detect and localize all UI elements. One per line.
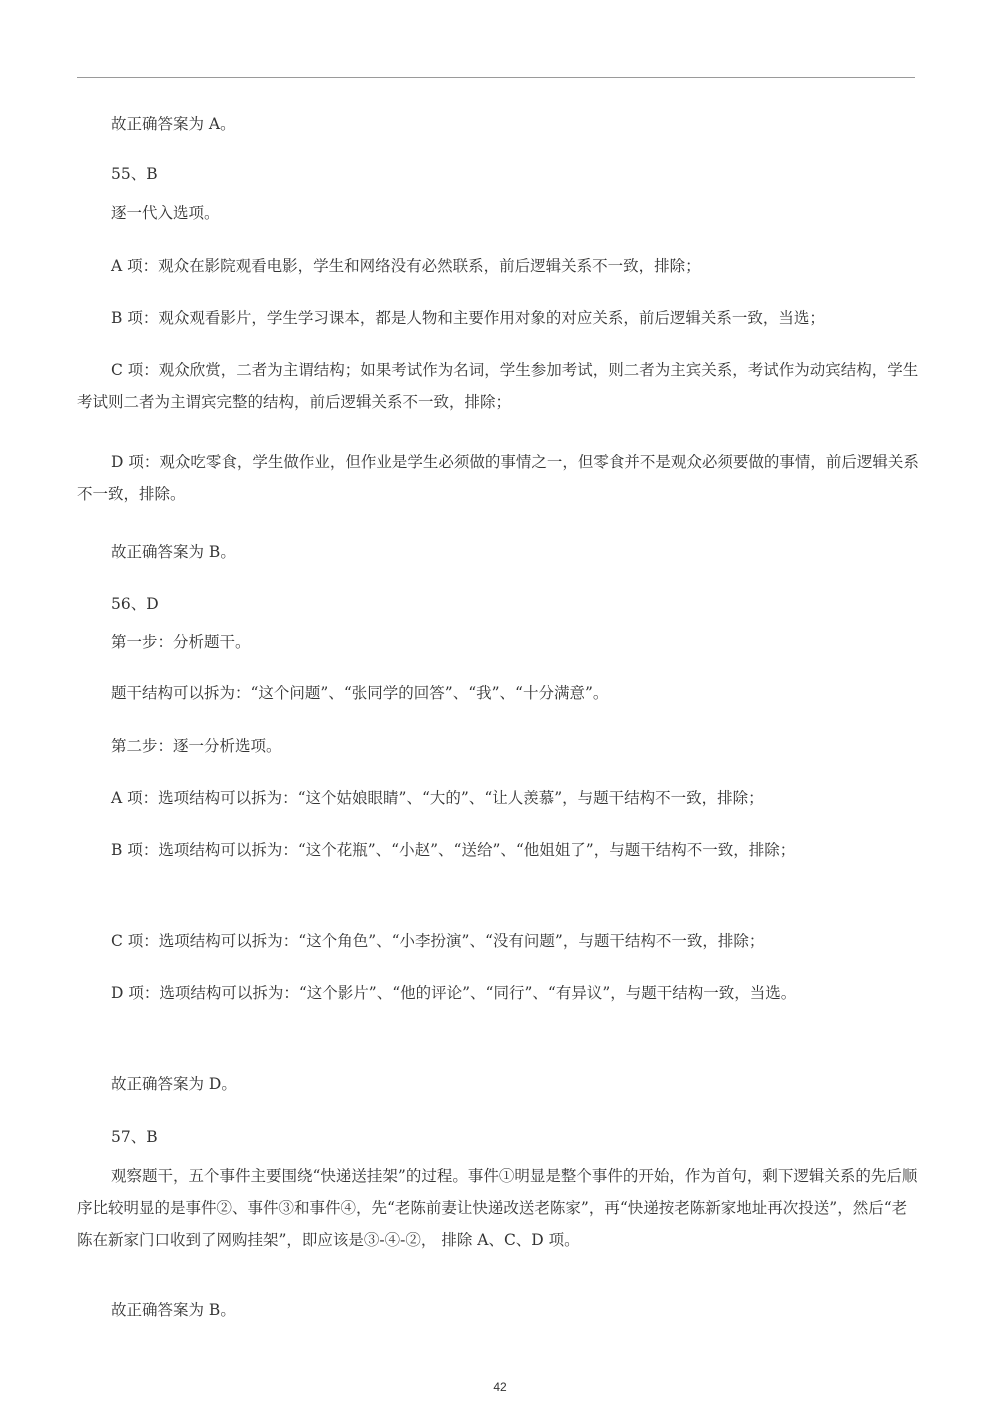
- page-number: 42: [493, 1380, 507, 1394]
- paragraph: 第一步：分析题干。: [111, 633, 251, 651]
- option-d-analysis: D 项：观众吃零食，学生做作业，但作业是学生必须做的事情之一，但零食并不是观众必须要做的事情，前后逻辑关系不一致，排除。: [77, 453, 919, 503]
- paragraph: 第二步：逐一分析选项。: [111, 737, 282, 755]
- answer-line: 故正确答案为 B。: [111, 1301, 236, 1319]
- question-number: 56、D: [111, 595, 159, 613]
- question-number: 55、B: [111, 165, 158, 183]
- option-c-analysis: C 项：选项结构可以拆为：“这个角色”、“小李扮演”、“没有问题”，与题干结构不一致，排除；: [111, 932, 765, 950]
- option-a-analysis: A 项：观众在影院观看电影，学生和网络没有必然联系，前后逻辑关系不一致，排除；: [111, 257, 701, 275]
- answer-line: 故正确答案为 B。: [111, 543, 236, 561]
- answer-line: 故正确答案为 D。: [111, 1075, 237, 1093]
- header-rule: [77, 77, 915, 78]
- option-b-analysis: B 项：观众观看影片，学生学习课本，都是人物和主要作用对象的对应关系，前后逻辑关系一致，当选；: [111, 309, 825, 327]
- paragraph: 逐一代入选项。: [111, 204, 220, 222]
- question-number: 57、B: [111, 1128, 158, 1146]
- option-b-analysis: B 项：选项结构可以拆为：“这个花瓶”、“小赵”、“送给”、“他姐姐了”，与题干结构不一致，排除；: [111, 841, 796, 859]
- option-a-analysis: A 项：选项结构可以拆为：“这个姑娘眼睛”、“大的”、“让人羡慕”，与题干结构不一致，排除；: [111, 789, 764, 807]
- answer-line: 故正确答案为 A。: [111, 115, 236, 133]
- paragraph: 观察题干，五个事件主要围绕“快递送挂架”的过程。事件①明显是整个事件的开始，作为首句，剩下逻辑关系的先后顺序比较明显的是事件②、事件③和事件④，先“老陈前妻让快递改送老陈家”，再“快递按老陈新家地址再次投送”，然后“老陈在新家门口收到了网购挂架”，即应该是③-④-②， 排除 A、C、D 项。: [77, 1167, 918, 1249]
- paragraph: 题干结构可以拆为：“这个问题”、“张同学的回答”、“我”、“十分满意”。: [111, 684, 609, 702]
- option-d-analysis: D 项：选项结构可以拆为：“这个影片”、“他的评论”、“同行”、“有异议”，与题干结构一致，当选。: [111, 984, 797, 1002]
- option-c-analysis: C 项：观众欣赏，二者为主谓结构；如果考试作为名词，学生参加考试，则二者为主宾关系，考试作为动宾结构，学生考试则二者为主谓宾完整的结构，前后逻辑关系不一致，排除；: [77, 361, 919, 411]
